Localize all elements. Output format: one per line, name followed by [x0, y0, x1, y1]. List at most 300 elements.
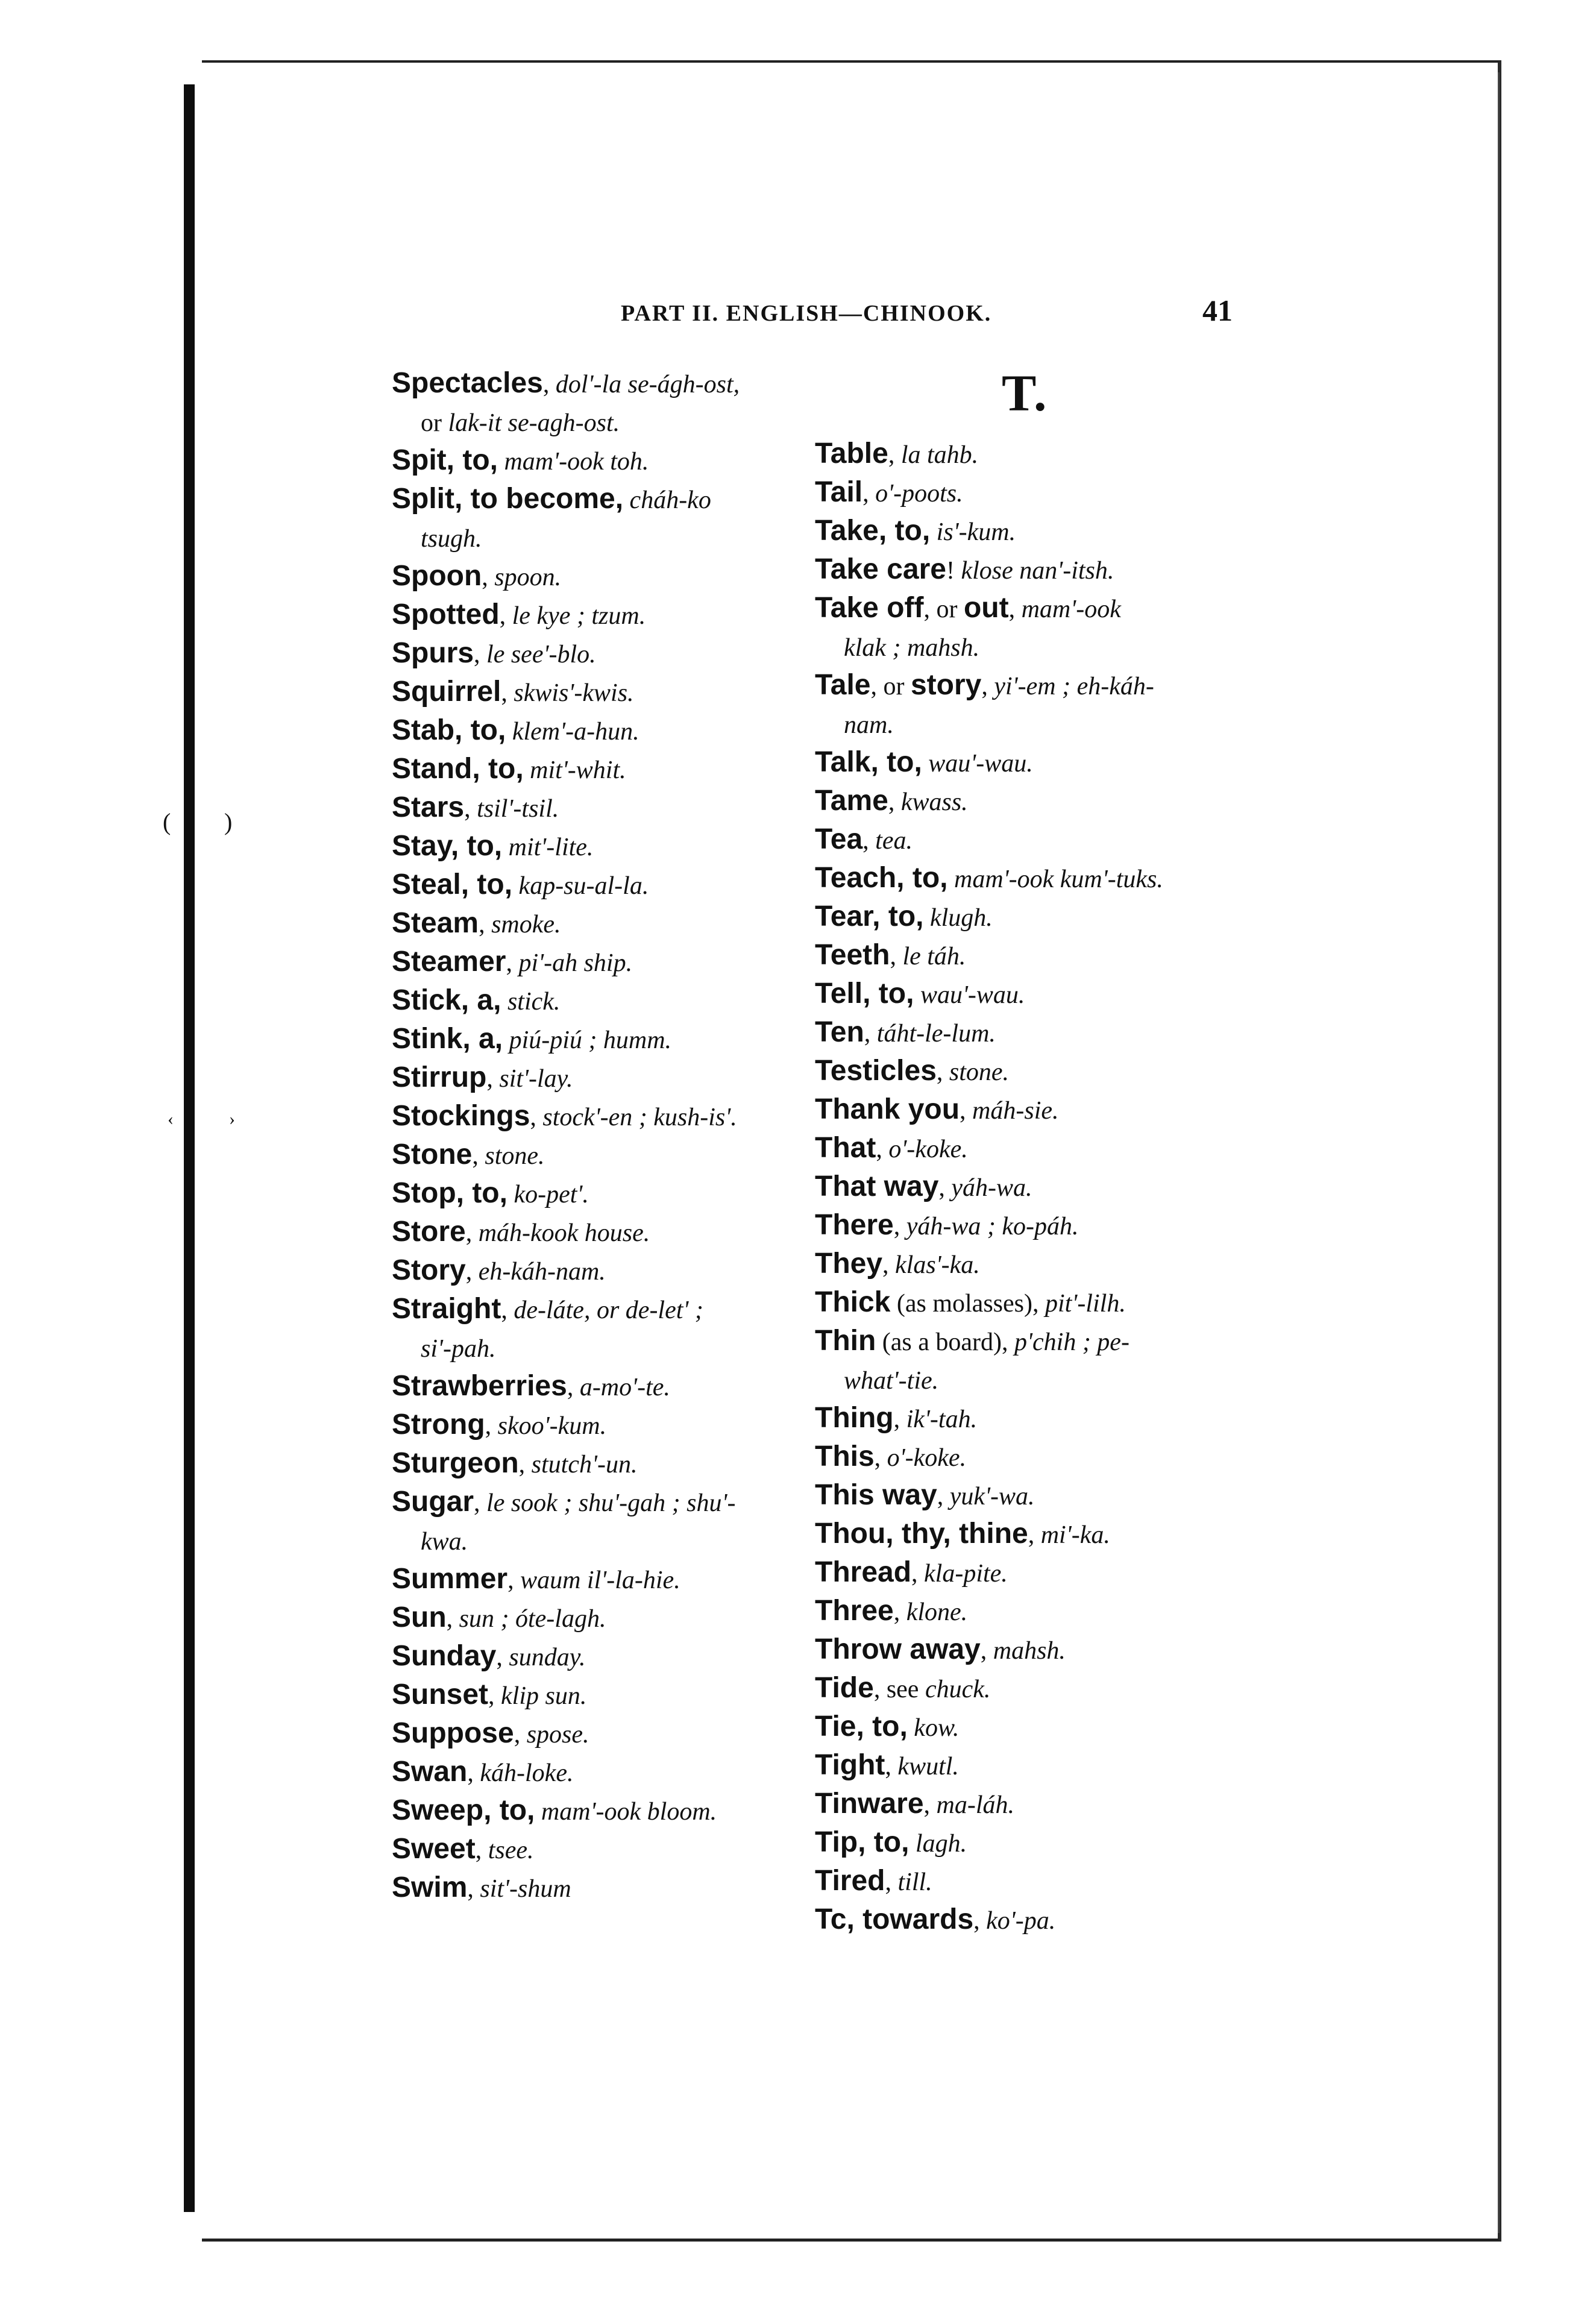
dictionary-entry — [392, 1638, 808, 1676]
entry-punctuation: , — [890, 943, 903, 970]
entry-translation: yuk'-wa. — [949, 1483, 1035, 1510]
dictionary-entry — [815, 975, 1231, 1014]
dictionary-entry — [392, 1869, 808, 1908]
dictionary-entry — [392, 673, 808, 712]
entry-term: Tame — [815, 785, 888, 817]
entry-punctuation: , — [885, 1868, 898, 1896]
dictionary-entry — [392, 982, 808, 1020]
entry-term: Testicles — [815, 1055, 937, 1087]
entry-translation: si'-pah. — [421, 1335, 496, 1363]
dictionary-entry — [815, 1400, 1231, 1438]
entry-continuation — [815, 705, 1231, 744]
entry-term: Strong — [392, 1409, 485, 1441]
entry-translation: sun ; óte-lagh. — [459, 1605, 606, 1633]
entry-punctuation: , — [501, 1296, 514, 1324]
entry-translation: tea. — [875, 827, 913, 855]
entry-punctuation — [623, 486, 630, 514]
entry-punctuation: , — [888, 441, 901, 469]
entry-translation: klip sun. — [501, 1682, 587, 1710]
entry-term: Stone — [392, 1139, 473, 1170]
right-column — [815, 435, 1231, 1940]
entry-punctuation: , — [467, 1759, 480, 1787]
entry-term: Tell, to, — [815, 978, 914, 1010]
entry-term: That way — [815, 1170, 939, 1202]
entry-term: Stand, to, — [392, 753, 524, 785]
entry-translation: sit'-shum — [480, 1875, 571, 1903]
entry-punctuation: , — [980, 1637, 993, 1665]
entry-punctuation: , — [864, 1020, 877, 1048]
dictionary-entry — [392, 828, 808, 866]
entry-translation: mit'-lite. — [508, 834, 594, 861]
entry-translation: skoo'-kum. — [497, 1412, 607, 1440]
entry-translation: klak ; mahsh. — [844, 634, 980, 662]
dictionary-entry — [392, 1059, 808, 1098]
entry-term: Ten — [815, 1016, 864, 1048]
entry-term: Tear, to, — [815, 900, 924, 932]
entry-term: Stockings — [392, 1100, 530, 1132]
entry-translation: eh-káh-nam. — [478, 1258, 606, 1286]
entry-translation: sunday. — [509, 1644, 586, 1671]
entry-translation: klose nan'-itsh. — [961, 557, 1114, 585]
entry-punctuation: , — [885, 1753, 898, 1780]
entry-translation: stock'-en ; kush-is'. — [542, 1104, 737, 1131]
entry-translation: mahsh. — [993, 1637, 1066, 1665]
entry-translation: lak-it se-agh-ost. — [448, 409, 620, 437]
entry-translation: klem'-a-hun. — [512, 718, 639, 746]
entry-translation: mam'-ook kum'-tuks. — [954, 866, 1163, 893]
entry-term: Stirrup — [392, 1061, 487, 1093]
entry-punctuation: , — [506, 949, 519, 977]
entry-term: Throw away — [815, 1633, 981, 1665]
entry-punctuation: , — [474, 1489, 487, 1517]
entry-translation: stone. — [949, 1058, 1010, 1086]
entry-punctuation: , — [496, 1644, 509, 1671]
entry-translation: waum il'-la-hie. — [520, 1566, 680, 1594]
entry-punctuation: , — [888, 788, 901, 816]
entry-term: This — [815, 1441, 875, 1472]
entry-punctuation — [503, 1026, 509, 1054]
facing-page-edge — [0, 78, 184, 2218]
dictionary-entry — [392, 1213, 808, 1252]
entry-punctuation: , — [530, 1104, 543, 1131]
dictionary-entry — [815, 1168, 1231, 1207]
entry-punctuation — [512, 872, 519, 900]
entry-translation: yi'-em ; eh-káh- — [994, 673, 1154, 700]
margin-mark: ) — [224, 808, 233, 835]
entry-term: Tip, to, — [815, 1826, 910, 1858]
entry-punctuation: , — [542, 371, 556, 398]
dictionary-entry — [815, 1245, 1231, 1284]
entry-term: This way — [815, 1479, 937, 1511]
entry-term: Take care — [815, 553, 946, 585]
dictionary-entry — [392, 1368, 808, 1406]
entry-punctuation: , or — [923, 595, 964, 623]
entry-translation: máh-kook house. — [478, 1219, 650, 1247]
entry-punctuation: , — [475, 1837, 488, 1864]
entry-term: Thing — [815, 1402, 894, 1434]
dictionary-entry — [815, 1824, 1231, 1862]
entry-translation: sit'-lay. — [499, 1065, 573, 1093]
dictionary-entry — [815, 1130, 1231, 1168]
entry-translation: pit'-lilh. — [1045, 1290, 1126, 1318]
entry-term-alt: out — [963, 592, 1009, 624]
entry-translation: spose. — [526, 1721, 589, 1749]
entry-term: Steamer — [392, 946, 506, 978]
dictionary-entry — [815, 667, 1231, 705]
entry-punctuation — [922, 750, 929, 778]
entry-punctuation: , — [507, 1566, 521, 1594]
entry-translation: táht-le-lum. — [876, 1020, 996, 1048]
dictionary-entry — [815, 782, 1231, 821]
dictionary-entry — [815, 512, 1231, 551]
dictionary-entry — [392, 789, 808, 828]
entry-punctuation: , — [488, 1682, 501, 1710]
dictionary-entry — [392, 1252, 808, 1290]
entry-continuation — [392, 1522, 808, 1560]
entry-translation: dol'-la se-ágh-ost, — [555, 371, 740, 398]
entry-translation: le táh. — [902, 943, 966, 970]
entry-term: Tie, to, — [815, 1711, 908, 1742]
entry-term: Steal, to, — [392, 869, 513, 900]
entry-term: Thou, thy, thine — [815, 1518, 1028, 1550]
entry-punctuation: , — [862, 827, 876, 855]
entry-term: Three — [815, 1595, 894, 1627]
entry-punctuation — [507, 1181, 514, 1208]
dictionary-entry — [815, 859, 1231, 898]
entry-translation: ko-pet'. — [514, 1181, 589, 1208]
entry-punctuation: , — [960, 1097, 973, 1125]
entry-term: Tinware — [815, 1788, 924, 1820]
entry-continuation — [392, 519, 808, 558]
entry-term: Thin — [815, 1325, 876, 1357]
entry-term: Thick — [815, 1286, 891, 1318]
entry-translation: pi'-ah ship. — [518, 949, 633, 977]
entry-term: Tc, towards — [815, 1903, 974, 1935]
dictionary-entry — [392, 866, 808, 905]
entry-term: Talk, to, — [815, 746, 922, 778]
entry-translation: mi'-ka. — [1040, 1521, 1110, 1549]
dictionary-entry — [392, 480, 808, 519]
entry-punctuation: , — [874, 1444, 887, 1472]
entry-translation: o'-poots. — [875, 480, 963, 507]
dictionary-entry — [392, 1445, 808, 1483]
entry-punctuation: , — [514, 1721, 527, 1749]
dictionary-entry — [392, 1753, 808, 1792]
entry-punctuation: , — [464, 795, 477, 823]
entry-term: They — [815, 1248, 883, 1280]
entry-translation: de-láte, or de-let' ; — [514, 1296, 703, 1324]
entry-translation: mam'-ook bloom. — [541, 1798, 717, 1826]
dictionary-entry — [815, 1862, 1231, 1901]
entry-translation: tsee. — [488, 1837, 534, 1864]
dictionary-entry — [392, 905, 808, 943]
entry-translation: stutch'-un. — [531, 1451, 638, 1478]
entry-term: Spurs — [392, 637, 474, 669]
entry-punctuation — [908, 1714, 914, 1742]
entry-term: Sun — [392, 1601, 447, 1633]
entry-continuation — [815, 628, 1231, 667]
entry-punctuation: , — [981, 673, 994, 700]
entry-translation: ik'-tah. — [906, 1406, 978, 1433]
entry-translation: le see'-blo. — [486, 641, 596, 668]
dictionary-entry — [815, 1477, 1231, 1515]
entry-punctuation — [506, 718, 512, 746]
entry-continuation — [815, 1361, 1231, 1400]
entry-translation: wau'-wau. — [928, 750, 1033, 778]
entry-term-alt: story — [910, 669, 982, 701]
entry-translation: klugh. — [930, 904, 993, 932]
entry-punctuation: , — [923, 1791, 937, 1819]
entry-translation: máh-sie. — [972, 1097, 1059, 1125]
entry-term: Sweet — [392, 1833, 476, 1865]
entry-term: Sunset — [392, 1679, 489, 1711]
entry-punctuation — [498, 448, 504, 476]
dictionary-entry — [815, 744, 1231, 782]
entry-term: Sweep, to, — [392, 1794, 535, 1826]
dictionary-entry — [815, 1207, 1231, 1245]
entry-term: Stars — [392, 791, 465, 823]
running-head: PART II. ENGLISH—CHINOOK. — [621, 301, 992, 326]
entry-translation: klas'-ka. — [895, 1251, 980, 1279]
dictionary-entry — [815, 589, 1231, 628]
entry-punctuation: , — [486, 1065, 500, 1093]
entry-punctuation: , — [472, 1142, 485, 1170]
dictionary-entry — [392, 1599, 808, 1638]
entry-term: Tired — [815, 1865, 885, 1897]
entry-punctuation — [502, 834, 509, 861]
dictionary-entry — [392, 1406, 808, 1445]
entry-term: Steam — [392, 907, 479, 939]
margin-mark: › — [229, 1109, 235, 1129]
entry-translation: le sook ; shu'-gah ; shu'- — [486, 1489, 736, 1517]
entry-term: Story — [392, 1254, 466, 1286]
entry-translation: tsil'-tsil. — [477, 795, 559, 823]
entry-translation: kwutl. — [897, 1753, 959, 1780]
entry-term: Stick, a, — [392, 984, 501, 1016]
entry-term: Swim — [392, 1871, 468, 1903]
entry-punctuation: , — [474, 641, 487, 668]
entry-translation: till. — [897, 1868, 932, 1896]
entry-term: Thread — [815, 1556, 912, 1588]
entry-term: Split, to become, — [392, 483, 624, 515]
dictionary-entry — [392, 1560, 808, 1599]
entry-translation: ko'-pa. — [986, 1907, 1056, 1935]
entry-punctuation — [909, 1830, 916, 1858]
entry-term: Store — [392, 1216, 466, 1248]
entry-translation: lagh. — [915, 1830, 967, 1858]
entry-translation: kwa. — [421, 1528, 468, 1556]
entry-punctuation — [930, 518, 937, 546]
dictionary-entry — [392, 596, 808, 635]
entry-term: Squirrel — [392, 676, 501, 708]
entry-translation: p'chih ; pe- — [1014, 1328, 1129, 1356]
entry-translation: la tahb. — [900, 441, 979, 469]
entry-punctuation: , — [973, 1907, 987, 1935]
left-column — [392, 365, 808, 1908]
entry-punctuation: , — [567, 1374, 580, 1401]
entry-translation: kwass. — [900, 788, 968, 816]
entry-punctuation: , — [501, 679, 514, 707]
entry-translation: kow. — [914, 1714, 960, 1742]
entry-punctuation: , — [936, 1058, 949, 1086]
entry-translation: smoke. — [491, 911, 561, 938]
entry-punctuation — [524, 756, 530, 784]
dictionary-entry — [815, 1438, 1231, 1477]
entry-term: Stab, to, — [392, 714, 506, 746]
entry-term: Thank you — [815, 1093, 960, 1125]
dictionary-entry — [815, 1554, 1231, 1592]
entry-translation: ma-láh. — [936, 1791, 1015, 1819]
entry-continuation — [392, 403, 808, 442]
dictionary-entry — [392, 1290, 808, 1329]
entry-term: Teeth — [815, 939, 890, 971]
dictionary-entry — [815, 474, 1231, 512]
entry-translation: spoon. — [494, 564, 562, 591]
entry-term: Sturgeon — [392, 1447, 519, 1479]
entry-punctuation: , — [479, 911, 492, 938]
entry-punctuation: , see — [873, 1676, 925, 1703]
entry-term: Stay, to, — [392, 830, 503, 862]
entry-translation: kla-pite. — [924, 1560, 1008, 1588]
entry-translation: mam'-ook toh. — [504, 448, 649, 476]
dictionary-entry — [815, 435, 1231, 474]
entry-term: Spectacles — [392, 367, 543, 399]
dictionary-entry — [815, 1014, 1231, 1052]
entry-punctuation: , — [893, 1406, 906, 1433]
entry-term: Tale — [815, 669, 871, 701]
dictionary-entry — [815, 1592, 1231, 1631]
dictionary-entry — [392, 442, 808, 480]
entry-term: Teach, to, — [815, 862, 948, 894]
entry-term: Sugar — [392, 1486, 474, 1518]
dictionary-entry — [392, 365, 808, 403]
entry-term: Stink, a, — [392, 1023, 503, 1055]
dictionary-entry — [392, 1715, 808, 1753]
entry-translation: a-mo'-te. — [579, 1374, 670, 1401]
entry-term: Table — [815, 438, 888, 470]
entry-translation: cháh-ko — [629, 486, 711, 514]
entry-punctuation: , — [882, 1251, 896, 1279]
dictionary-entry — [392, 1098, 808, 1136]
entry-term: Summer — [392, 1563, 508, 1595]
entry-punctuation: , — [482, 564, 495, 591]
dictionary-entry — [392, 1175, 808, 1213]
entry-continuation — [392, 1329, 808, 1368]
entry-punctuation: , — [937, 1483, 950, 1510]
entry-translation: nam. — [844, 711, 894, 739]
entry-punctuation: ! — [946, 557, 961, 585]
dictionary-entry — [815, 821, 1231, 859]
entry-punctuation: , — [893, 1213, 906, 1240]
entry-term: Take, to, — [815, 515, 931, 547]
entry-translation: is'-kum. — [936, 518, 1016, 546]
entry-punctuation — [535, 1798, 541, 1826]
entry-punctuation: , or — [870, 673, 911, 700]
entry-translation: yáh-wa. — [951, 1174, 1032, 1202]
entry-translation: klone. — [906, 1598, 968, 1626]
entry-translation: le kye ; tzum. — [512, 602, 646, 630]
entry-punctuation — [501, 988, 507, 1016]
entry-term: Swan — [392, 1756, 468, 1788]
entry-term: Take off — [815, 592, 924, 624]
entry-term: Stop, to, — [392, 1177, 507, 1209]
entry-term: Suppose — [392, 1717, 514, 1749]
dictionary-entry — [392, 635, 808, 673]
entry-term: Tail — [815, 476, 863, 508]
dictionary-entry — [815, 1901, 1231, 1940]
entry-translation: piú-piú ; humm. — [509, 1026, 672, 1054]
entry-translation: o'-koke. — [887, 1444, 967, 1472]
entry-punctuation — [947, 866, 954, 893]
page-fold-edge — [1498, 72, 1513, 2233]
entry-translation: tsugh. — [421, 525, 482, 553]
dictionary-entry — [392, 558, 808, 596]
entry-translation: chuck. — [925, 1676, 991, 1703]
entry-term: Straight — [392, 1293, 501, 1325]
entry-term: Tide — [815, 1672, 874, 1704]
entry-punctuation: , — [876, 1136, 889, 1163]
dictionary-entry — [815, 1631, 1231, 1670]
entry-translation: what'-tie. — [844, 1367, 939, 1395]
entry-punctuation: , — [446, 1605, 459, 1633]
entry-punctuation — [924, 904, 931, 932]
entry-translation: stick. — [507, 988, 561, 1016]
entry-translation: mam'-ook — [1021, 595, 1121, 623]
entry-punctuation: , — [467, 1875, 480, 1903]
entry-translation: wau'-wau. — [920, 981, 1025, 1009]
entry-punctuation: , — [862, 480, 876, 507]
entry-punctuation: , — [1008, 595, 1022, 623]
entry-translation: kap-su-al-la. — [518, 872, 649, 900]
entry-punctuation: , — [911, 1560, 925, 1588]
entry-term: Spit, to, — [392, 444, 498, 476]
dictionary-entry — [815, 1284, 1231, 1322]
dictionary-entry — [815, 1747, 1231, 1785]
entry-term: Spoon — [392, 560, 482, 592]
entry-punctuation: (as a board), — [876, 1328, 1015, 1356]
entry-punctuation: , — [465, 1258, 479, 1286]
entry-punctuation: , — [485, 1412, 498, 1440]
dictionary-entry — [815, 1052, 1231, 1091]
book-spine-shadow — [184, 84, 195, 2212]
dictionary-entry — [815, 551, 1231, 589]
dictionary-entry — [815, 1785, 1231, 1824]
dictionary-entry — [392, 1136, 808, 1175]
dictionary-entry — [392, 1676, 808, 1715]
entry-term: Tight — [815, 1749, 885, 1781]
dictionary-entry — [815, 1670, 1231, 1708]
entry-punctuation: (as molasses), — [890, 1290, 1045, 1318]
entry-punctuation: , — [499, 602, 512, 630]
margin-mark: ‹ — [168, 1109, 174, 1129]
entry-term: Sunday — [392, 1640, 497, 1672]
dictionary-entry — [392, 943, 808, 982]
entry-punctuation: , — [1028, 1521, 1041, 1549]
page-number: 41 — [1202, 294, 1233, 327]
entry-translation: skwis'-kwis. — [514, 679, 634, 707]
entry-punctuation: , — [938, 1174, 952, 1202]
dictionary-entry — [392, 1830, 808, 1869]
entry-plain-text: or — [421, 409, 448, 437]
entry-punctuation: , — [465, 1219, 479, 1247]
entry-punctuation: , — [518, 1451, 532, 1478]
dictionary-entry — [392, 750, 808, 789]
entry-term: That — [815, 1132, 876, 1164]
entry-punctuation: , — [893, 1598, 906, 1626]
margin-mark: ( — [163, 808, 171, 835]
dictionary-entry — [815, 937, 1231, 975]
entry-term: Spotted — [392, 599, 500, 630]
